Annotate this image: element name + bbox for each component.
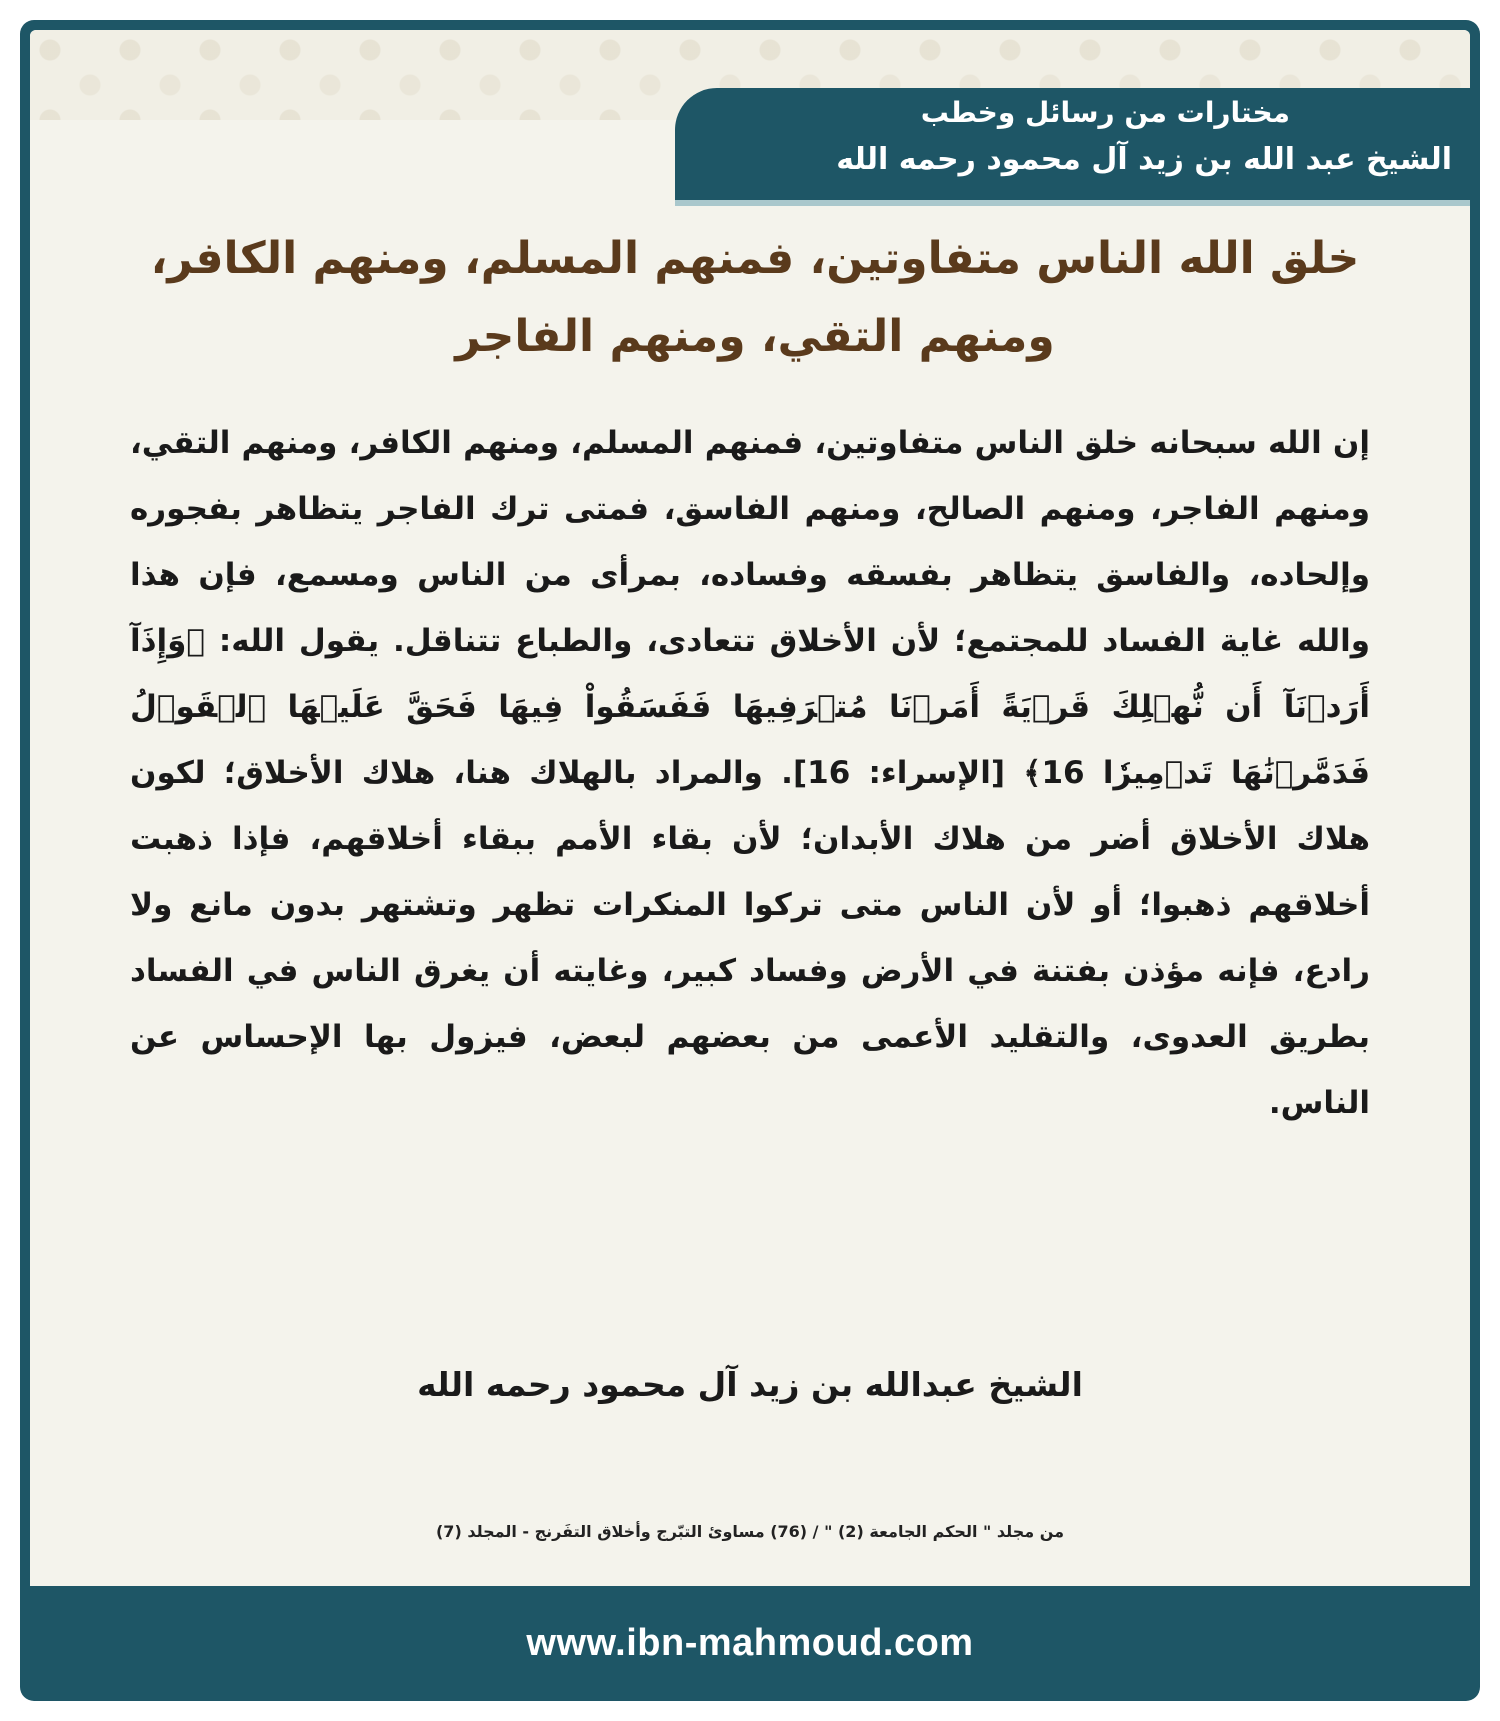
source-reference: من مجلد " الحكم الجامعة (2) " / (76) مساوئ التبّرج وأخلاق التفَرنج - المجلد (7) — [435, 1522, 1064, 1541]
article-title: خلق الله الناس متفاوتين، فمنهم المسلم، ومنهم الكافر، ومنهم التقي، ومنهم الفاجر — [150, 233, 1360, 362]
series-title: مختارات من رسائل وخطب — [920, 96, 1290, 129]
header-banner — [675, 88, 1470, 200]
website-link[interactable]: www.ibn-mahmoud.com — [526, 1622, 974, 1664]
author-signature: الشيخ عبدالله بن زيد آل محمود رحمه الله — [417, 1365, 1083, 1404]
article-body: إن الله سبحانه خلق الناس متفاوتين، فمنهم المسلم، ومنهم الكافر، ومنهم التقي، ومنهم الفاجر، ومنهم الصالح، ومنهم الفاسق، فمتى ترك الفاجر يتظاهر بفجوره وإلحاده، والفاسق يتظاهر بفسقه وفساده، بمرأى من الناس ومسمع، فإن هذا والله غاية الفساد للمجتمع؛ لأن الأخلاق تتعادى، والطباع تتناقل. يقول الله: ﴿وَإِذَآ أَرَدۡنَآ أَن نُّهۡلِكَ قَرۡيَةً أَمَرۡنَا مُتۡرَفِيهَا فَفَسَقُواْ فِيهَا فَحَقَّ عَلَيۡهَا ٱلۡقَوۡلُ فَدَمَّرۡنَٰهَا تَدۡمِيرٗا 16﴾ [الإسراء: 16]. والمراد بالهلاك هنا، هلاك الأخلاق؛ لكون هلاك الأخلاق أضر من هلاك الأبدان؛ لأن بقاء الأمم ببقاء أخلاقهم، فإذا ذهبت أخلاقهم ذهبوا؛ أو لأن الناس متى تركوا المنكرات تظهر وتشتهر بدون مانع ولا رادع، فإنه مؤذن بفتنة في الأرض وفساد كبير، وغايته أن يغرق الناس في الفساد بطريق العدوى، والتقليد الأعمى من بعضهم لبعض، فيزول بها الإحساس عن الناس. — [130, 425, 1370, 1121]
author-header: الشيخ عبد الله بن زيد آل محمود رحمه الله — [836, 142, 1452, 177]
page-frame — [20, 20, 1480, 1701]
footer-bar — [20, 1586, 1480, 1701]
content-card — [30, 30, 1470, 1586]
